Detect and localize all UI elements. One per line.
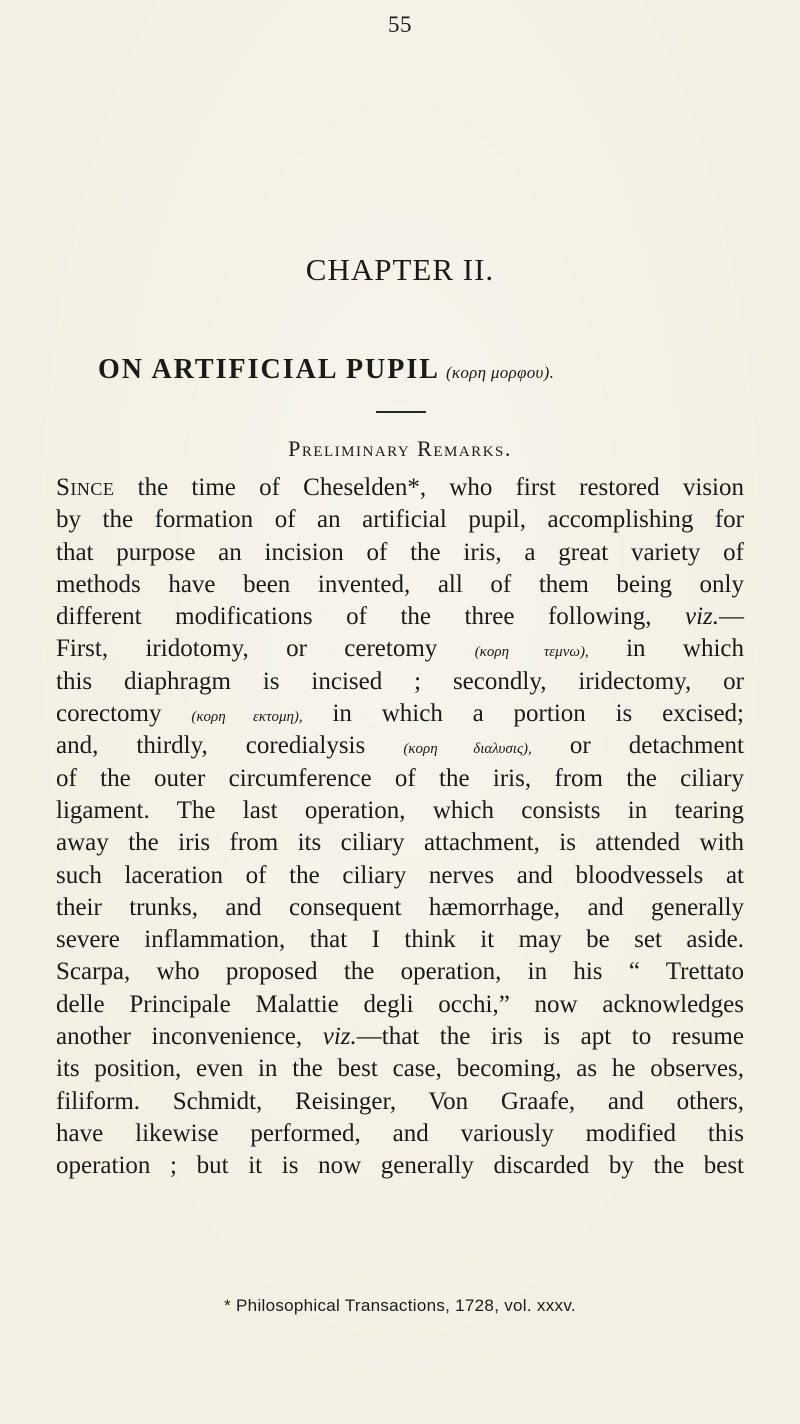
greek-term: (κορη τεμνω), [474, 644, 589, 661]
body-line: delle Principale Malattie degli occhi,” now acknowledges [56, 990, 744, 1018]
section-title-greek: (κορη μορφου). [445, 363, 555, 382]
body-line: and, thirdly, coredialysis (κορη διαλυσις), or detachment [56, 732, 745, 760]
body-line: away the iris from its ciliary attachment, is attended with [56, 829, 744, 857]
body-line: that purpose an incision of the iris, a great variety of [56, 538, 744, 566]
chapter-title: CHAPTER II. [305, 252, 495, 287]
body-line: of the outer circumference of the iris, from the ciliary [56, 764, 744, 792]
body-line: such laceration of the ciliary nerves and bloodvessels at [56, 861, 744, 889]
greek-term: (κορη εκτομη), [191, 709, 303, 726]
page-number: 55 [388, 12, 412, 37]
title-rule [376, 411, 426, 413]
body-line: their trunks, and consequent hæmorrhage, and generally [56, 893, 744, 921]
body-line: corectomy (κορη εκτομη), in which a portion is excised; [56, 700, 744, 728]
body-line: ligament. The last operation, which consists in tearing [56, 796, 744, 824]
body-text [56, 472, 744, 1183]
body-line: filiform. Schmidt, Reisinger, Von Graafe, and others, [56, 1087, 744, 1115]
body-line: First, iridotomy, or ceretomy (κορη τεμνω), in which [56, 635, 744, 663]
body-line: Since the time of Cheselden*, who first restored vision [56, 474, 744, 501]
body-line: Scarpa, who proposed the operation, in his “ Trettato [56, 958, 744, 986]
body-line: different modifications of the three following, viz.— [56, 603, 744, 631]
body-line: severe inflammation, that I think it may be set aside. [56, 926, 744, 954]
footnote: * Philosophical Transactions, 1728, vol. xxxv. [224, 1296, 576, 1315]
body-line: this diaphragm is incised ; secondly, iridectomy, or [56, 667, 744, 695]
greek-term: (κορη διαλυσις), [403, 741, 532, 758]
section-title [98, 354, 738, 386]
body-line: operation ; but it is now generally discarded by the best [56, 1152, 744, 1180]
body-line: another inconvenience, viz.—that the iris is apt to resume [56, 1023, 744, 1051]
body-line: its position, even in the best case, becoming, as he observes, [56, 1055, 744, 1083]
body-line: methods have been invented, all of them being only [56, 570, 744, 598]
body-line: have likewise performed, and variously modified this [56, 1119, 744, 1147]
subheading: Preliminary Remarks. [288, 436, 512, 461]
drop-word: Since [56, 474, 115, 501]
body-line: by the formation of an artificial pupil, accomplishing for [56, 506, 744, 534]
section-title-text: ON ARTIFICIAL PUPIL [98, 354, 440, 385]
